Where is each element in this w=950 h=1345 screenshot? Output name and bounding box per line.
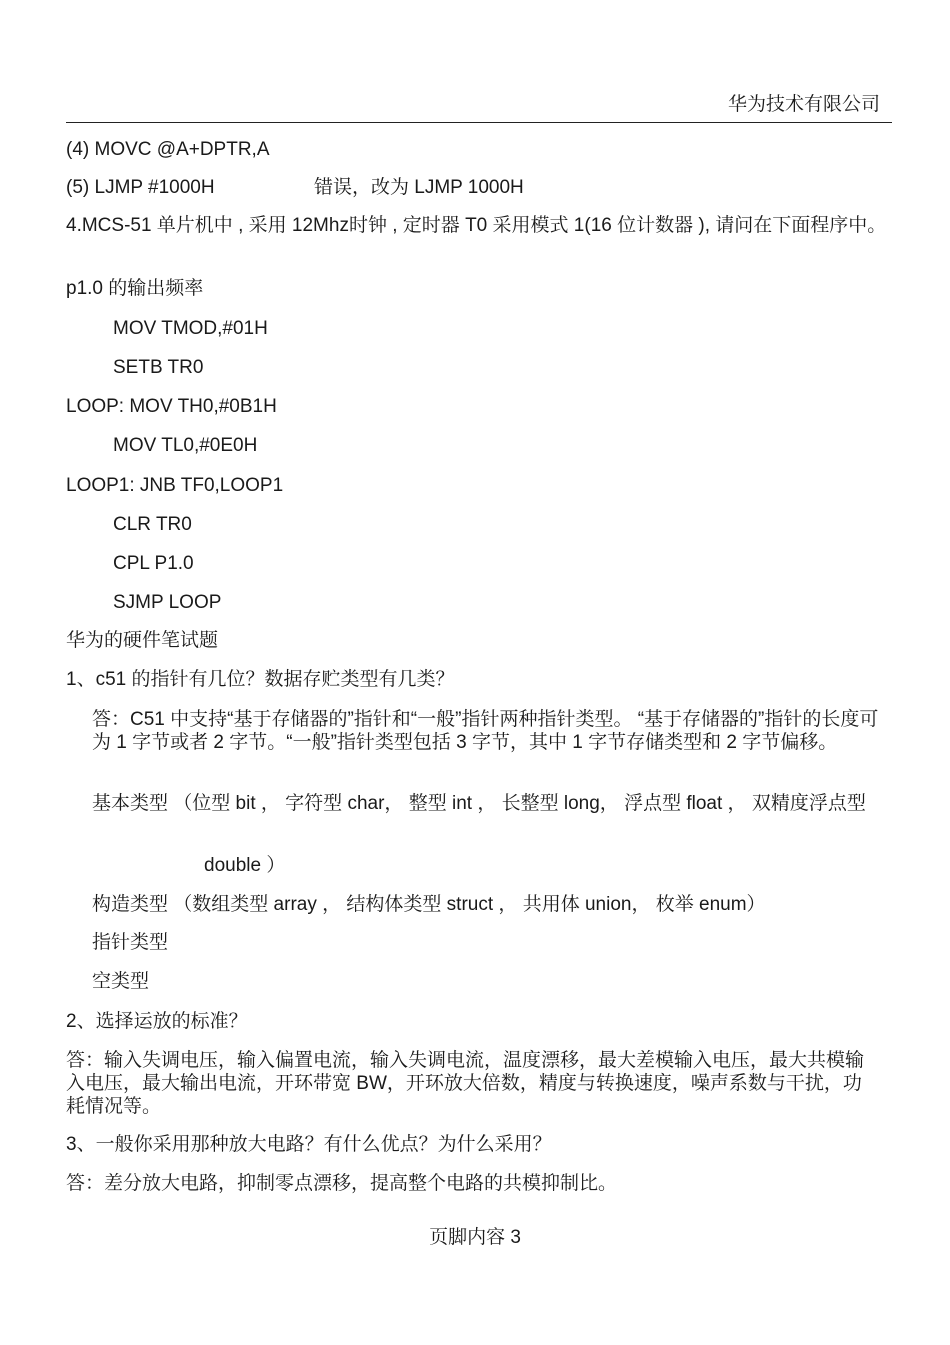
- answer-2: 答：输入失调电压，输入偏置电流，输入失调电流，温度漂移，最大差模输入电压，最大共模输入电压，最大输出电流，开环带宽 BW，开环放大倍数，精度与转换速度，噪声系数与干扰，功耗情况等。: [66, 1050, 865, 1117]
- answer-1-void-type: 空类型: [92, 971, 150, 992]
- question-paragraph: 4.MCS-51 单片机中 , 采用 12Mhz时钟 , 定时器 T0 采用模式 1(16 位计数器 ), 请问在下面程序中。: [66, 215, 887, 236]
- code-line: SETB TR0: [113, 357, 204, 378]
- text-line: 错误，改为 LJMP 1000H: [314, 177, 524, 198]
- text-line: (4) MOVC @A+DPTR,A: [66, 139, 270, 160]
- question-1: 1、c51 的指针有几位？数据存贮类型有几类？: [66, 669, 455, 690]
- question-3: 3、一般你采用那种放大电路？有什么优点？为什么采用？: [66, 1134, 552, 1155]
- code-line: CLR TR0: [113, 514, 192, 535]
- code-line: LOOP1: JNB TF0,LOOP1: [66, 475, 284, 496]
- section-title: 华为的硬件笔试题: [66, 630, 219, 651]
- code-line: LOOP: MOV TH0,#0B1H: [66, 396, 277, 417]
- code-line: SJMP LOOP: [113, 592, 222, 613]
- code-line: MOV TMOD,#01H: [113, 318, 268, 339]
- question-2: 2、选择运放的标准？: [66, 1011, 248, 1032]
- code-line: MOV TL0,#0E0H: [113, 435, 258, 456]
- page-header: [66, 88, 892, 123]
- answer-1-struct-types: 构造类型 （数组类型 array ， 结构体类型 struct ， 共用体 union， 枚举 enum）: [92, 894, 766, 915]
- answer-1-pointer-type: 指针类型: [92, 932, 169, 953]
- text-line: (5) LJMP #1000H: [66, 177, 215, 198]
- answer-3: 答：差分放大电路，抑制零点漂移，提高整个电路的共模抑制比。: [66, 1173, 618, 1194]
- company-name: 华为技术有限公司: [727, 94, 880, 115]
- code-line: CPL P1.0: [113, 553, 194, 574]
- page-footer: 页脚内容 3: [429, 1227, 521, 1248]
- text-line: p1.0 的输出频率: [66, 278, 204, 299]
- answer-1-double: double ）: [204, 855, 286, 876]
- answer-1-basic-types: 基本类型 （位型 bit ， 字符型 char， 整型 int ， 长整型 long， 浮点型 float ， 双精度浮点型: [92, 793, 866, 814]
- answer-1: 答：C51 中支持“基于存储器的”指针和“一般”指针两种指针类型。 “基于存储器的”指针的长度可为 1 字节或者 2 字节。“一般”指针类型包括 3 字节，其中 1 字节存储类型和 2 字节偏移。: [92, 709, 879, 753]
